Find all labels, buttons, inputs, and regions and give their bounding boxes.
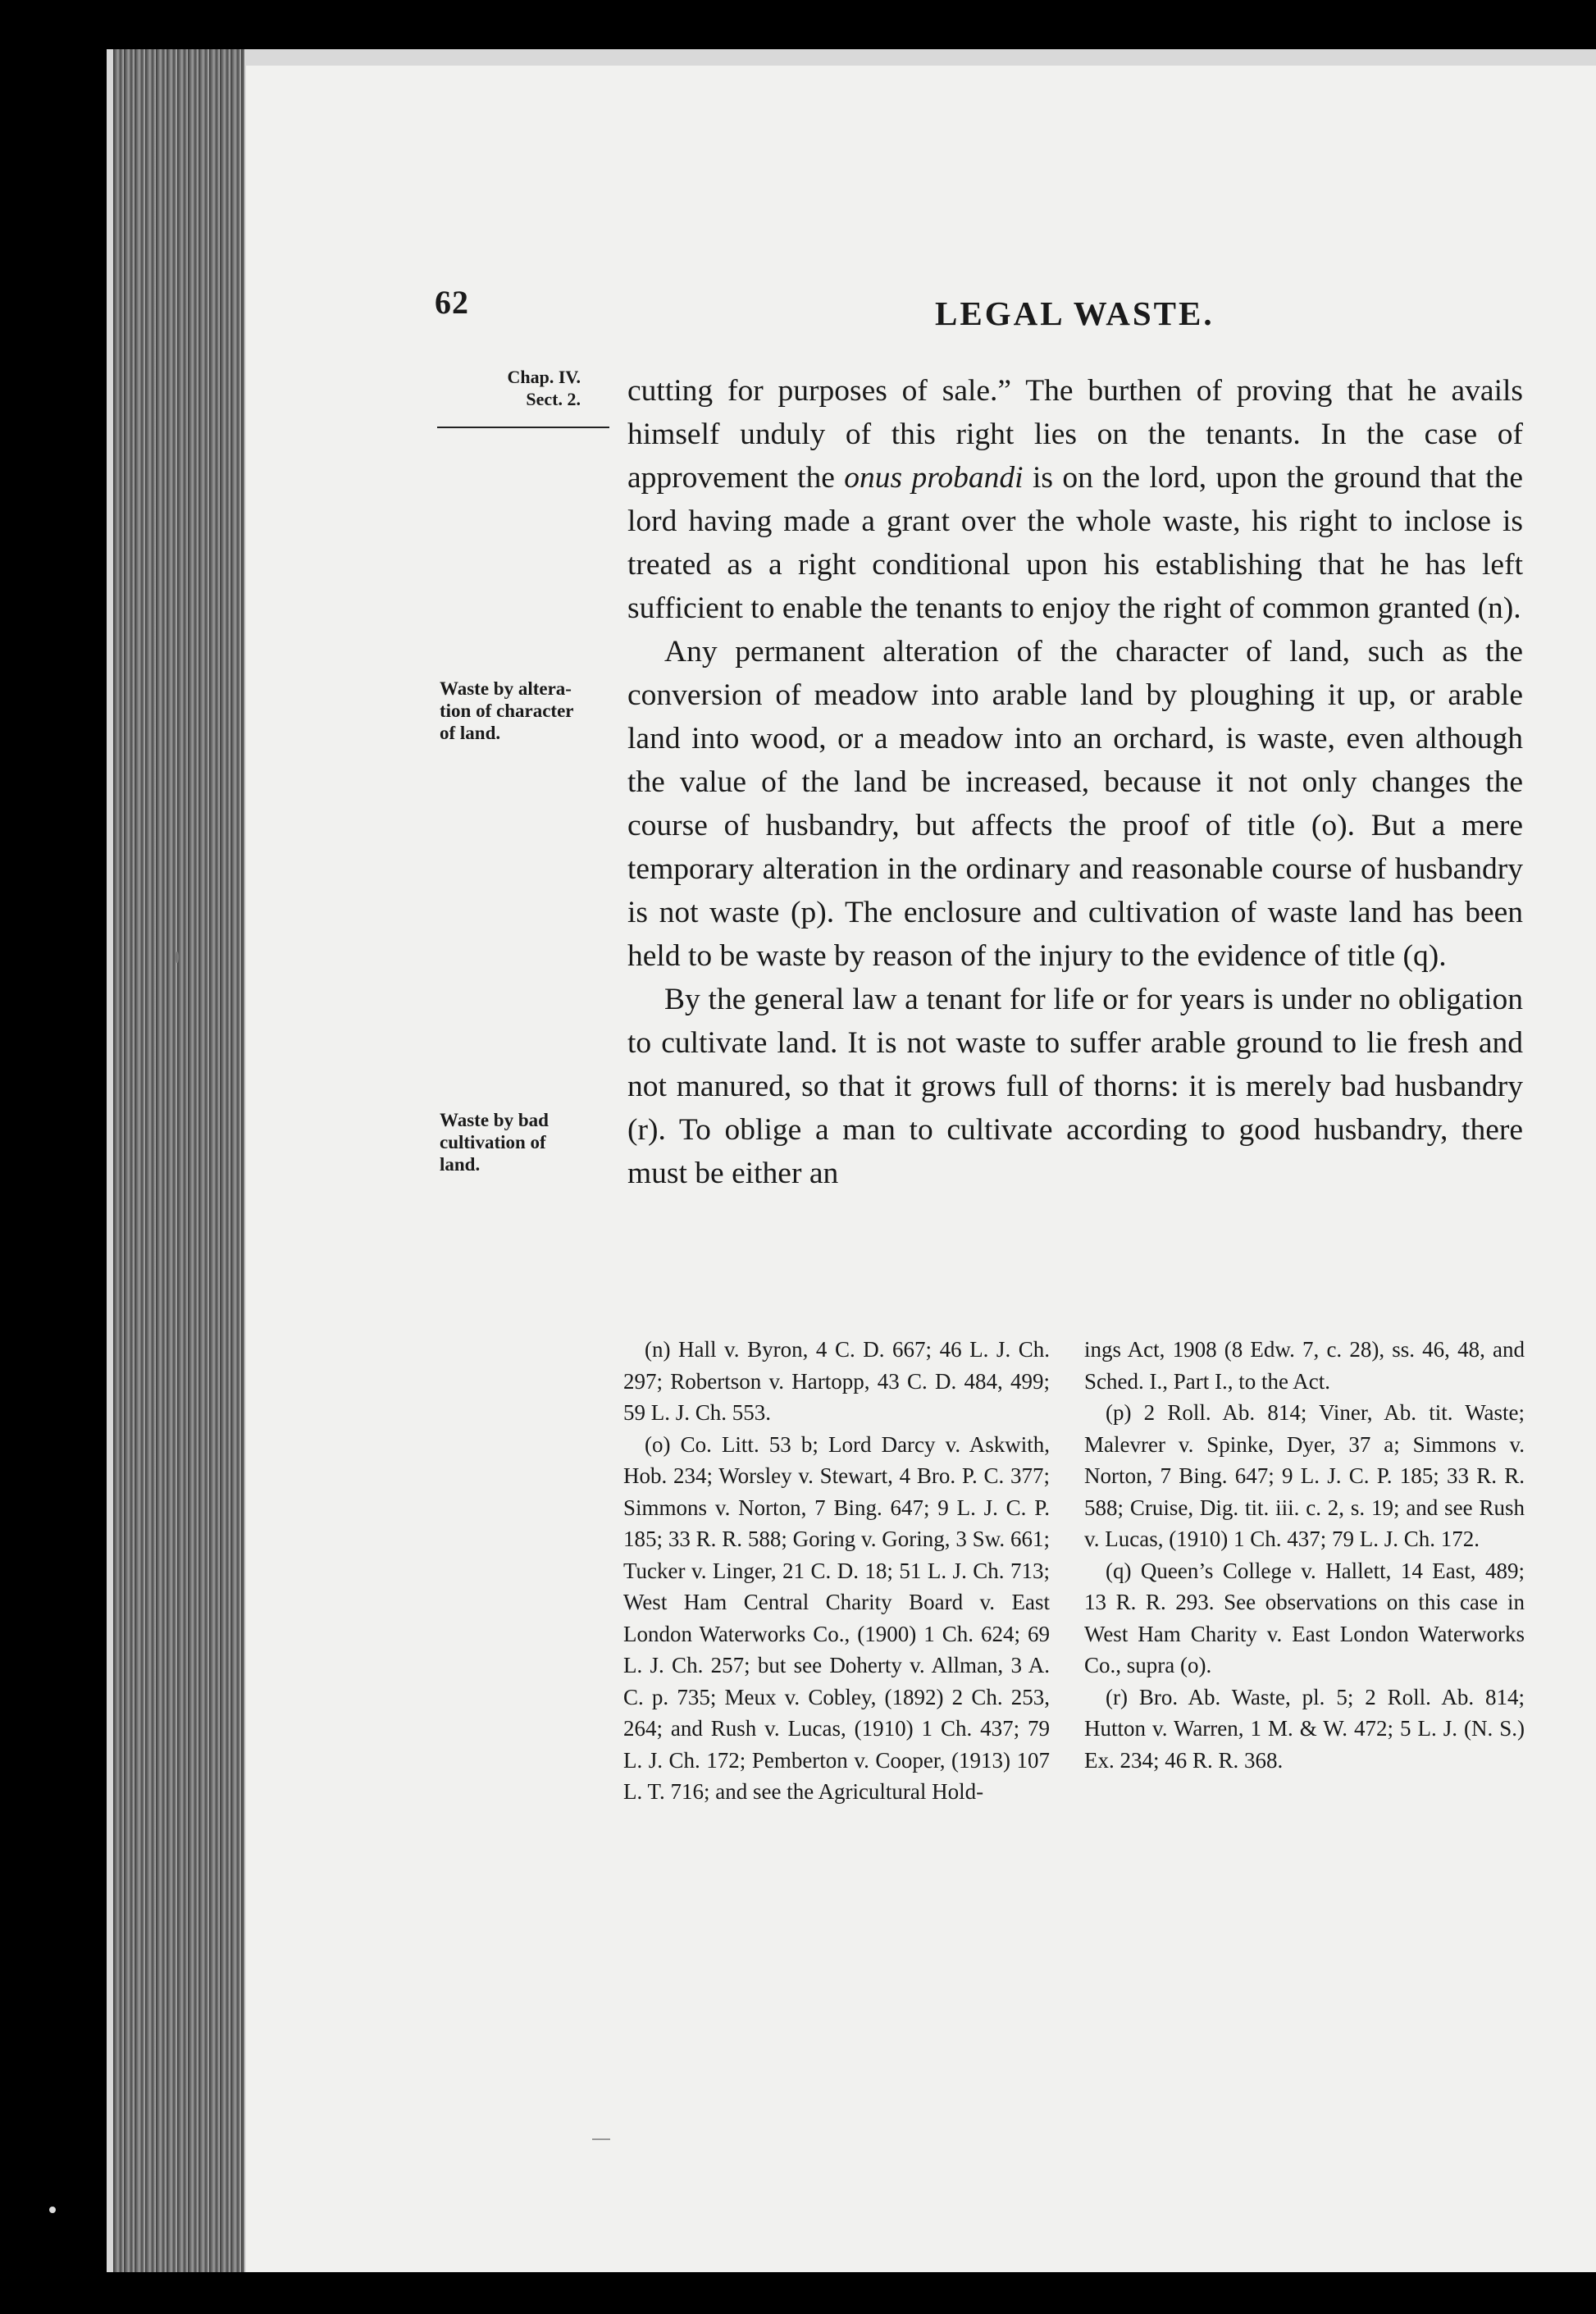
sidenote-line: land. (440, 1154, 481, 1175)
sidenote-cultivation (440, 1109, 595, 1175)
sidenote-line: cultivation of (440, 1132, 546, 1152)
footnote-o-continued: ings Act, 1908 (8 Edw. 7, c. 28), ss. 46, 48, and Sched. I., Part I., to the Act. (1084, 1337, 1525, 1394)
sidenote-line: Waste by bad (440, 1110, 549, 1130)
sidenote-line: tion of character (440, 701, 574, 721)
sidenote-line: Waste by altera- (440, 678, 572, 699)
page-number: 62 (435, 284, 469, 321)
sidenote-chapter (459, 366, 581, 410)
sidenote-alteration (440, 678, 612, 744)
paragraph-approvement (627, 369, 1523, 630)
running-head: LEGAL WASTE. (935, 294, 1215, 332)
italic-phrase: onus probandi (844, 461, 1024, 495)
footnotes-right-column (1084, 1334, 1525, 1776)
footnote-p: (p) 2 Roll. Ab. 814; Viner, Ab. tit. Waste; Malevrer v. Spinke, Dyer, 37 a; Simmons v. Norton, 7 Bing. 647; 9 L. J. C. P. 185; 33 R. R. 588; Cruise, Dig. tit. iii. c. 2, s. 19; and see Rush v. Lucas, (1910) 1 Ch. 437; 79 L. J. Ch. 172. (1084, 1400, 1525, 1551)
paragraph-cultivation: By the general law a tenant for life or for years is under no obligation to cultivate land. It is not waste to suffer arable ground to lie fresh and not manured, so that it grows full of thorns: it is merely bad husbandry (r). To oblige a man to cultivate according to good husbandry, there must be either an (627, 983, 1523, 1190)
footnote-q: (q) Queen’s College v. Hallett, 14 East, 489; 13 R. R. 293. See observations on this case in West Ham Charity v. East London Waterworks Co., supra (o). (1084, 1558, 1525, 1677)
body-text (627, 369, 1523, 1195)
footnote-o: (o) Co. Litt. 53 b; Lord Darcy v. Askwith, Hob. 234; Worsley v. Stewart, 4 Bro. P. C. 377; Simmons v. Norton, 7 Bing. 647; 9 L. J. C. P. 185; 33 R. R. 588; Goring v. Goring, 3 Sw. 661; Tucker v. Linger, 21 C. D. 18; 51 L. J. Ch. 713; West Ham Central Charity Board v. East London Waterworks Co., (1900) 1 Ch. 624; 69 L. J. Ch. 257; but see Doherty v. Allman, 3 A. C. p. 735; Meux v. Cobley, (1892) 2 Ch. 253, 264; and Rush v. Lucas, (1910) 1 Ch. 437; 79 L. J. Ch. 172; Pemberton v. Cooper, (1913) 107 L. T. 716; and see the Agricultural Hold- (623, 1431, 1050, 1804)
footnote-n: (n) Hall v. Byron, 4 C. D. 667; 46 L. J. Ch. 297; Robertson v. Hartopp, 43 C. D. 484, 499; 59 L. J. Ch. 553. (623, 1337, 1050, 1425)
scan-speck (49, 2207, 56, 2213)
paragraph-text: is on the lord, upon the ground that the lord having made a grant over the whole waste, his right to inclose is treated as a right conditional upon his establishing that he has left sufficient to enable the tenants to enjoy the right of common granted (n). (627, 461, 1523, 625)
sidenote-chapter-line: Chap. IV. (507, 367, 581, 387)
sidenote-section-line: Sect. 2. (526, 389, 581, 409)
scan-border (0, 2272, 1596, 2314)
scan-speck (592, 2138, 610, 2140)
sidenote-divider (437, 427, 609, 428)
paragraph-alteration: Any permanent alteration of the character of land, such as the conversion of meadow into arable land by ploughing it up, or arable land into wood, or a meadow into an orchard, is waste, even although the value of the land be increased, because it not only changes the course of husbandry, but affects the proof of title (o). But a mere temporary alteration in the ordinary and reasonable course of husbandry is not waste (p). The enclosure and cultivation of waste land has been held to be waste by reason of the injury to the evidence of title (q). (627, 635, 1523, 973)
page-edges (113, 49, 244, 2280)
footnote-r: (r) Bro. Ab. Waste, pl. 5; 2 Roll. Ab. 814; Hutton v. Warren, 1 M. & W. 472; 5 L. J. (N. S.) Ex. 234; 46 R. R. 368. (1084, 1684, 1525, 1773)
scan-speck (176, 952, 179, 963)
footnotes-left-column (623, 1334, 1050, 1808)
sidenote-line: of land. (440, 723, 501, 743)
paragraph-text: cutting for purposes of sale.” The burthen of proving that he avails himself unduly of this right lies on the tenants. In the case of approvement the (627, 374, 1523, 495)
